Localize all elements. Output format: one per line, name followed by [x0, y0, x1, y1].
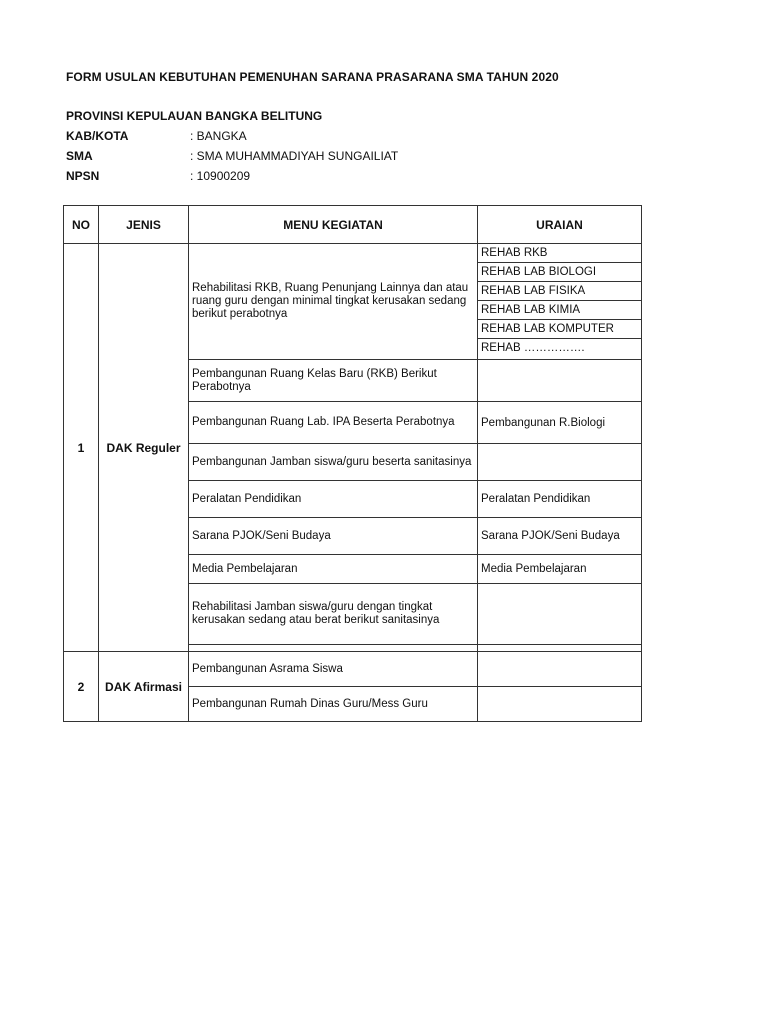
group-2-no: 2 — [64, 652, 99, 722]
menu-cell: Rehabilitasi Jamban siswa/guru dengan tingkat kerusakan sedang atau berat berikut sanitasinya — [189, 584, 478, 645]
kab-kota-value: : BANGKA — [190, 129, 247, 143]
group-1-no: 1 — [64, 244, 99, 652]
provinsi-text: PROVINSI KEPULAUAN BANGKA BELITUNG — [66, 109, 323, 123]
uraian-item: REHAB ……………. — [481, 342, 585, 354]
sma-value: : SMA MUHAMMADIYAH SUNGAILIAT — [190, 149, 399, 163]
uraian-item: REHAB RKB — [478, 244, 641, 263]
table-row — [64, 652, 642, 687]
uraian-item: REHAB LAB BIOLOGI — [478, 263, 641, 282]
header-no: NO — [64, 206, 99, 244]
group-1-jenis: DAK Reguler — [99, 244, 189, 652]
provinsi-line — [66, 109, 322, 123]
menu-cell: Pembangunan Jamban siswa/guru beserta sanitasinya — [189, 444, 478, 481]
form-title: FORM USULAN KEBUTUHAN PEMENUHAN SARANA PRASARANA SMA TAHUN 2020 — [66, 70, 559, 84]
uraian-cell — [478, 584, 642, 645]
group-2-jenis: DAK Afirmasi — [99, 652, 189, 722]
uraian-sublist — [478, 244, 641, 357]
uraian-list-cell — [478, 244, 642, 360]
menu-cell: Sarana PJOK/Seni Budaya — [189, 518, 478, 555]
table-row — [64, 244, 642, 360]
kegiatan-table — [63, 205, 642, 722]
uraian-cell: Sarana PJOK/Seni Budaya — [478, 518, 642, 555]
menu-cell: Media Pembelajaran — [189, 555, 478, 584]
uraian-item: REHAB LAB KIMIA — [478, 301, 641, 320]
separator-cell — [478, 645, 642, 652]
kab-kota-line — [66, 129, 247, 143]
menu-cell: Pembangunan Asrama Siswa — [189, 652, 478, 687]
uraian-cell: Media Pembelajaran — [478, 555, 642, 584]
sma-line — [66, 149, 398, 163]
menu-cell: Peralatan Pendidikan — [189, 481, 478, 518]
uraian-cell — [478, 360, 642, 402]
header-jenis: JENIS — [99, 206, 189, 244]
uraian-cell: Peralatan Pendidikan — [478, 481, 642, 518]
header-menu: MENU KEGIATAN — [189, 206, 478, 244]
npsn-label: NPSN — [66, 169, 100, 183]
uraian-cell: Pembangunan R.Biologi — [478, 402, 642, 444]
menu-cell: Pembangunan Ruang Kelas Baru (RKB) Berikut Perabotnya — [189, 360, 478, 402]
table-header-row — [64, 206, 642, 244]
menu-cell: Rehabilitasi RKB, Ruang Penunjang Lainnya dan atau ruang guru dengan minimal tingkat kerusakan sedang berikut perabotnya — [189, 244, 478, 360]
npsn-value: : 10900209 — [190, 169, 251, 183]
header-uraian: URAIAN — [478, 206, 642, 244]
uraian-cell — [478, 652, 642, 687]
kab-kota-label: KAB/KOTA — [66, 129, 129, 143]
menu-cell: Pembangunan Rumah Dinas Guru/Mess Guru — [189, 687, 478, 722]
uraian-item: REHAB LAB KOMPUTER — [478, 320, 641, 339]
npsn-line — [66, 169, 250, 183]
menu-cell: Pembangunan Ruang Lab. IPA Beserta Perabotnya — [189, 402, 478, 444]
sma-label: SMA — [66, 149, 93, 163]
uraian-cell — [478, 444, 642, 481]
uraian-item: REHAB LAB FISIKA — [478, 282, 641, 301]
uraian-cell — [478, 687, 642, 722]
separator-cell — [189, 645, 478, 652]
